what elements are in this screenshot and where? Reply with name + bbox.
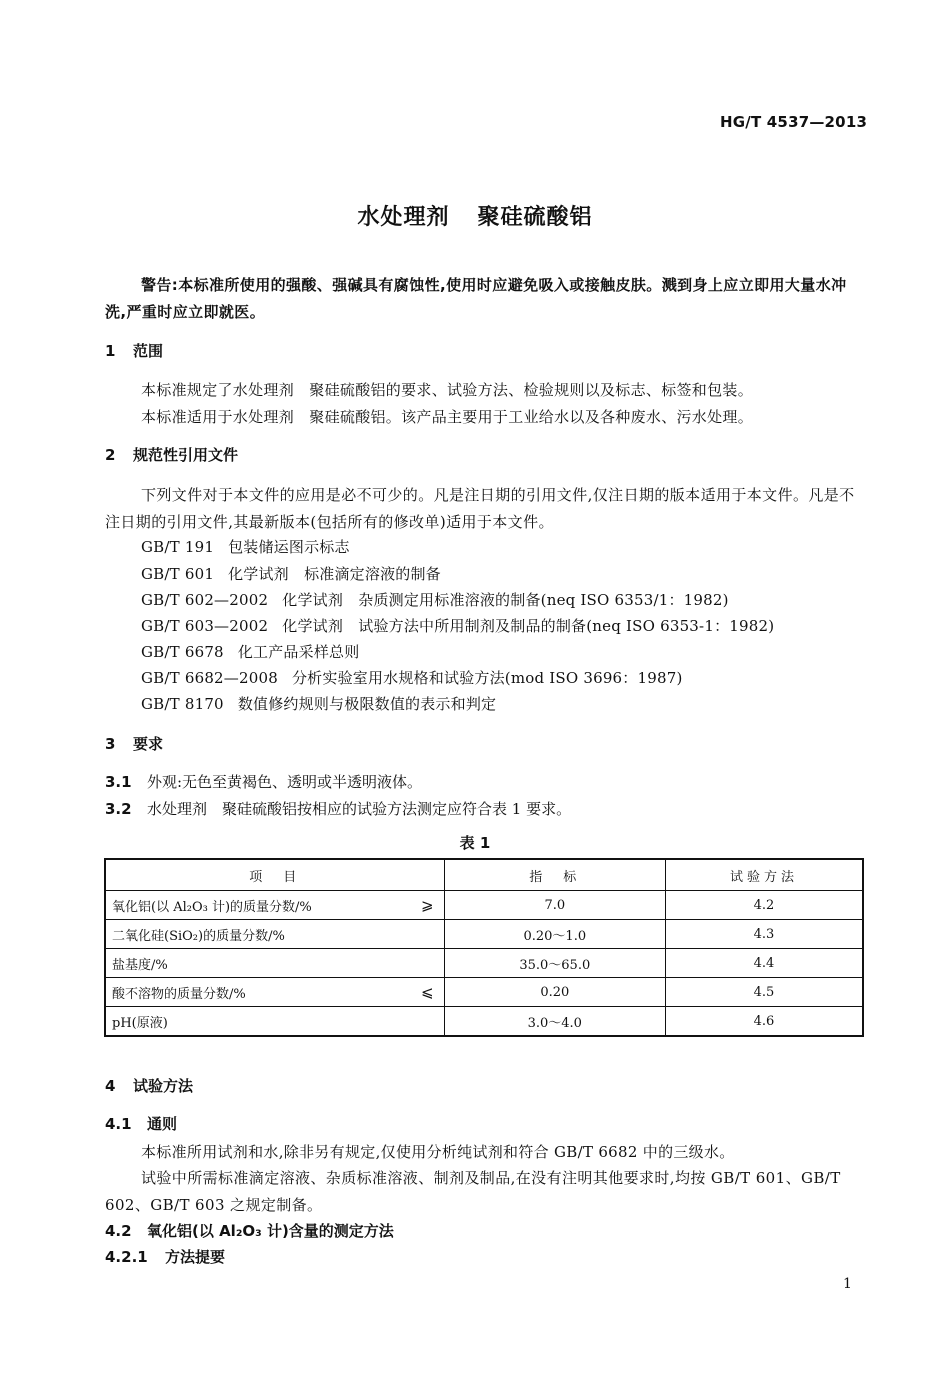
item-label: pH(原液) — [112, 1015, 168, 1031]
reference-item — [141, 589, 729, 610]
requirements-table — [104, 858, 864, 1037]
reference-item — [141, 615, 774, 636]
clause-4-2-heading — [105, 1220, 394, 1241]
clause-3-1-number: 3.1 — [105, 773, 132, 791]
row-method: 4.6 — [666, 1007, 863, 1037]
section-4-heading — [105, 1075, 193, 1096]
document-title — [0, 200, 950, 231]
reference-item — [141, 693, 496, 714]
clause-4-1-paragraph-1: 本标准所用试剂和水,除非另有规定,仅使用分析纯试剂和符合 GB/T 6682 中的三级水。 — [141, 1143, 735, 1161]
title-part-2: 聚硅硫酸铝 — [477, 205, 593, 230]
row-item — [105, 1007, 444, 1037]
section-2-heading — [105, 444, 238, 465]
item-label: 盐基度/% — [112, 957, 168, 973]
clause-4-1-paragraph-2: 试验中所需标准滴定溶液、杂质标准溶液、制剂及制品,在没有注明其他要求时,均按 GB/T 601、GB/T 602、GB/T 603 之规定制备。 — [105, 1169, 841, 1214]
section-1-paragraph-2: 本标准适用于水处理剂 聚硅硫酸铝。该产品主要用于工业给水以及各种废水、污水处理。 — [141, 408, 754, 426]
item-label: 二氧化硅(SiO₂)的质量分数/% — [112, 928, 285, 944]
reference-code: GB/T 8170 — [141, 695, 224, 713]
section-2-title: 规范性引用文件 — [133, 446, 239, 464]
row-method: 4.4 — [666, 949, 863, 978]
table-header-row — [105, 859, 863, 891]
section-1-heading — [105, 340, 163, 361]
row-value: 0.20 — [444, 978, 665, 1007]
table-caption: 表 1 — [459, 834, 491, 852]
row-value: 7.0 — [444, 891, 665, 920]
comparison-symbol: ⩽ — [421, 983, 434, 1001]
clause-3-1 — [105, 771, 422, 792]
standard-code: HG/T 4537—2013 — [720, 113, 868, 131]
section-1-title: 范围 — [133, 342, 164, 360]
reference-code: GB/T 601 — [141, 565, 215, 583]
clause-4-2-title: 氧化铝(以 Al₂O₃ 计)含量的测定方法 — [147, 1222, 394, 1240]
reference-title: 包装储运图示标志 — [228, 538, 350, 556]
clause-4-1-title: 通则 — [147, 1115, 178, 1133]
clause-3-1-text: 外观:无色至黄褐色、透明或半透明液体。 — [147, 773, 423, 791]
clause-4-2-number: 4.2 — [105, 1222, 132, 1240]
reference-code: GB/T 6678 — [141, 643, 224, 661]
row-item — [105, 978, 444, 1007]
table-row — [105, 978, 863, 1007]
row-value: 35.0～65.0 — [444, 949, 665, 978]
section-2-intro: 下列文件对于本文件的应用是必不可少的。凡是注日期的引用文件,仅注日期的版本适用于本文件。凡是不注日期的引用文件,其最新版本(包括所有的修改单)适用于本文件。 — [105, 486, 855, 531]
clause-4-2-1-title: 方法提要 — [165, 1248, 226, 1266]
header-test-method: 试验方法 — [666, 859, 863, 891]
clause-3-2 — [105, 798, 571, 819]
section-3-number: 3 — [105, 735, 116, 753]
reference-title: 分析实验室用水规格和试验方法(mod ISO 3696：1987) — [291, 669, 683, 687]
clause-4-1-heading — [105, 1113, 177, 1134]
reference-item — [141, 667, 683, 688]
row-method: 4.5 — [666, 978, 863, 1007]
clause-3-2-number: 3.2 — [105, 800, 132, 818]
clause-4-1-number: 4.1 — [105, 1115, 132, 1133]
reference-item — [141, 536, 350, 557]
reference-title: 数值修约规则与极限数值的表示和判定 — [237, 695, 497, 713]
reference-code: GB/T 191 — [141, 538, 215, 556]
section-4-number: 4 — [105, 1077, 116, 1095]
header-indicator: 指 标 — [444, 859, 665, 891]
table-row — [105, 891, 863, 920]
section-1-paragraph-1: 本标准规定了水处理剂 聚硅硫酸铝的要求、试验方法、检验规则以及标志、标签和包装。 — [141, 381, 754, 399]
section-2-number: 2 — [105, 446, 116, 464]
row-value: 3.0～4.0 — [444, 1007, 665, 1037]
reference-item — [141, 641, 359, 662]
clause-4-2-1-number: 4.2.1 — [105, 1248, 148, 1266]
row-item — [105, 949, 444, 978]
warning-notice: 警告:本标准所使用的强酸、强碱具有腐蚀性,使用时应避免吸入或接触皮肤。溅到身上应立即用大量水冲洗,严重时应立即就医。 — [105, 276, 847, 321]
table-row — [105, 949, 863, 978]
item-label: 氧化铝(以 Al₂O₃ 计)的质量分数/% — [112, 899, 312, 915]
reference-item — [141, 563, 441, 584]
row-method: 4.3 — [666, 920, 863, 949]
row-item — [105, 891, 444, 920]
row-item — [105, 920, 444, 949]
table-row — [105, 920, 863, 949]
header-item: 项 目 — [105, 859, 444, 891]
comparison-symbol: ⩾ — [421, 896, 434, 914]
reference-code: GB/T 602—2002 — [141, 591, 269, 609]
section-1-number: 1 — [105, 342, 116, 360]
section-3-heading — [105, 733, 163, 754]
reference-title: 化学试剂 标准滴定溶液的制备 — [228, 565, 441, 583]
reference-code: GB/T 6682—2008 — [141, 669, 278, 687]
row-value: 0.20～1.0 — [444, 920, 665, 949]
reference-title: 化工产品采样总则 — [237, 643, 360, 661]
item-label: 酸不溶物的质量分数/% — [112, 986, 246, 1002]
clause-3-2-text: 水处理剂 聚硅硫酸铝按相应的试验方法测定应符合表 1 要求。 — [147, 800, 572, 818]
reference-title: 化学试剂 杂质测定用标准溶液的制备(neq ISO 6353/1：1982) — [282, 591, 729, 609]
section-4-title: 试验方法 — [133, 1077, 194, 1095]
title-part-1: 水处理剂 — [357, 205, 450, 230]
row-method: 4.2 — [666, 891, 863, 920]
section-3-title: 要求 — [133, 735, 164, 753]
clause-4-2-1-heading — [105, 1246, 225, 1267]
reference-title: 化学试剂 试验方法中所用制剂及制品的制备(neq ISO 6353-1：1982) — [282, 617, 775, 635]
reference-code: GB/T 603—2002 — [141, 617, 269, 635]
page-number: 1 — [843, 1276, 852, 1292]
table-row — [105, 1007, 863, 1037]
